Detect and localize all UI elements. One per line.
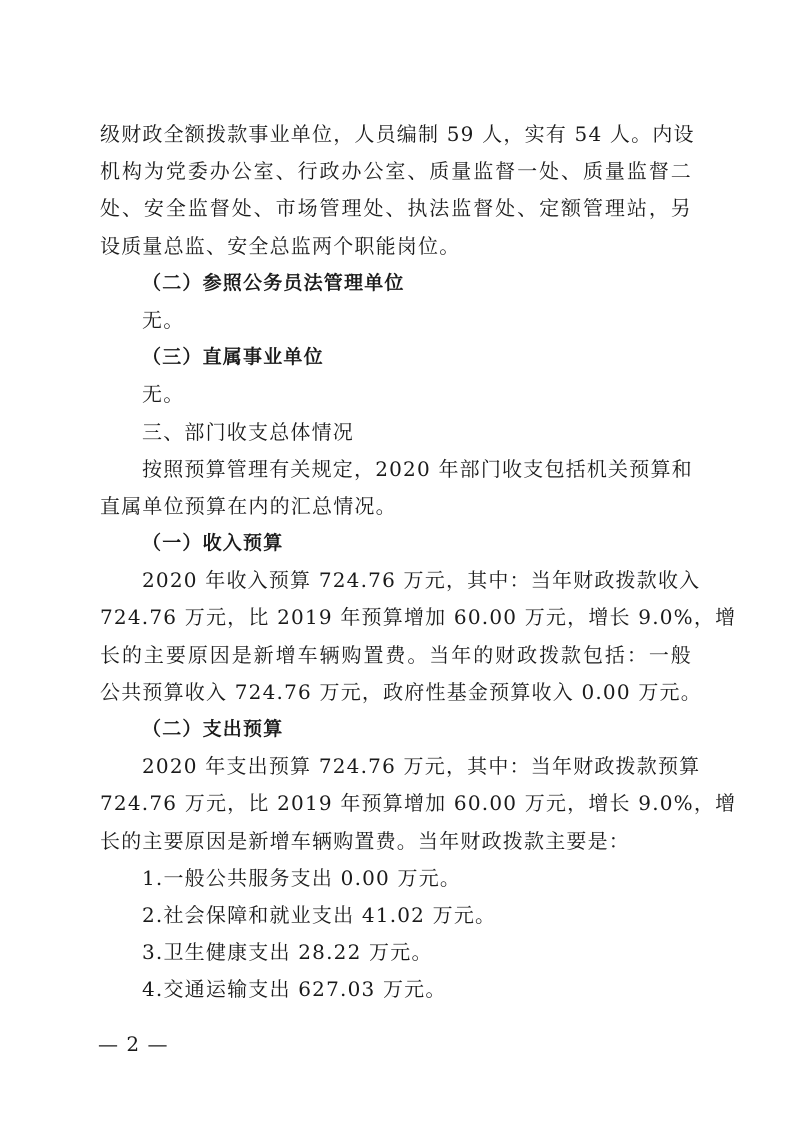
paragraph-line: 2020 年收入预算 724.76 万元，其中：当年财政拨款收入 (142, 568, 701, 593)
paragraph-line: 无。 (142, 307, 185, 332)
paragraph-line: 长的主要原因是新增车辆购置费。当年财政拨款主要是： (100, 828, 630, 853)
paragraph-line: 直属单位预算在内的汇总情况。 (100, 493, 397, 518)
paragraph-line: 处、安全监督处、市场管理处、执法监督处、定额管理站，另 (100, 196, 692, 221)
paragraph-line: 长的主要原因是新增车辆购置费。当年的财政拨款包括：一般 (100, 642, 692, 667)
paragraph-line: 设质量总监、安全总监两个职能岗位。 (100, 233, 461, 258)
chapter-heading: 三、部门收支总体情况 (142, 419, 354, 444)
section-heading: （二）支出预算 (142, 718, 284, 740)
list-item: 2.社会保障和就业支出 41.02 万元。 (142, 902, 497, 927)
list-item: 4.交通运输支出 627.03 万元。 (142, 977, 447, 1002)
list-item: 3.卫生健康支出 28.22 万元。 (142, 940, 433, 965)
list-item: 1.一般公共服务支出 0.00 万元。 (142, 865, 462, 890)
paragraph-line: 724.76 万元，比 2019 年预算增加 60.00 万元，增长 9.0%，增 (100, 791, 737, 816)
section-heading: （三）直属事业单位 (142, 346, 324, 369)
paragraph-line: 机构为党委办公室、行政办公室、质量监督一处、质量监督二 (100, 159, 692, 184)
paragraph-line: 按照预算管理有关规定，2020 年部门收支包括机关预算和 (142, 456, 693, 481)
paragraph-line: 2020 年支出预算 724.76 万元，其中：当年财政拨款预算 (142, 754, 701, 779)
paragraph-line: 无。 (142, 382, 185, 407)
page-number: — 2 — (98, 1032, 169, 1056)
paragraph-line: 级财政全额拨款事业单位，人员编制 59 人，实有 54 人。内设 (100, 122, 695, 146)
section-heading: （一）收入预算 (142, 532, 284, 555)
paragraph-line: 公共预算收入 724.76 万元，政府性基金预算收入 0.00 万元。 (100, 679, 702, 704)
document-body (100, 116, 737, 1009)
paragraph-line: 724.76 万元，比 2019 年预算增加 60.00 万元，增长 9.0%，增 (100, 605, 737, 630)
section-heading: （二）参照公务员法管理单位 (142, 271, 405, 294)
